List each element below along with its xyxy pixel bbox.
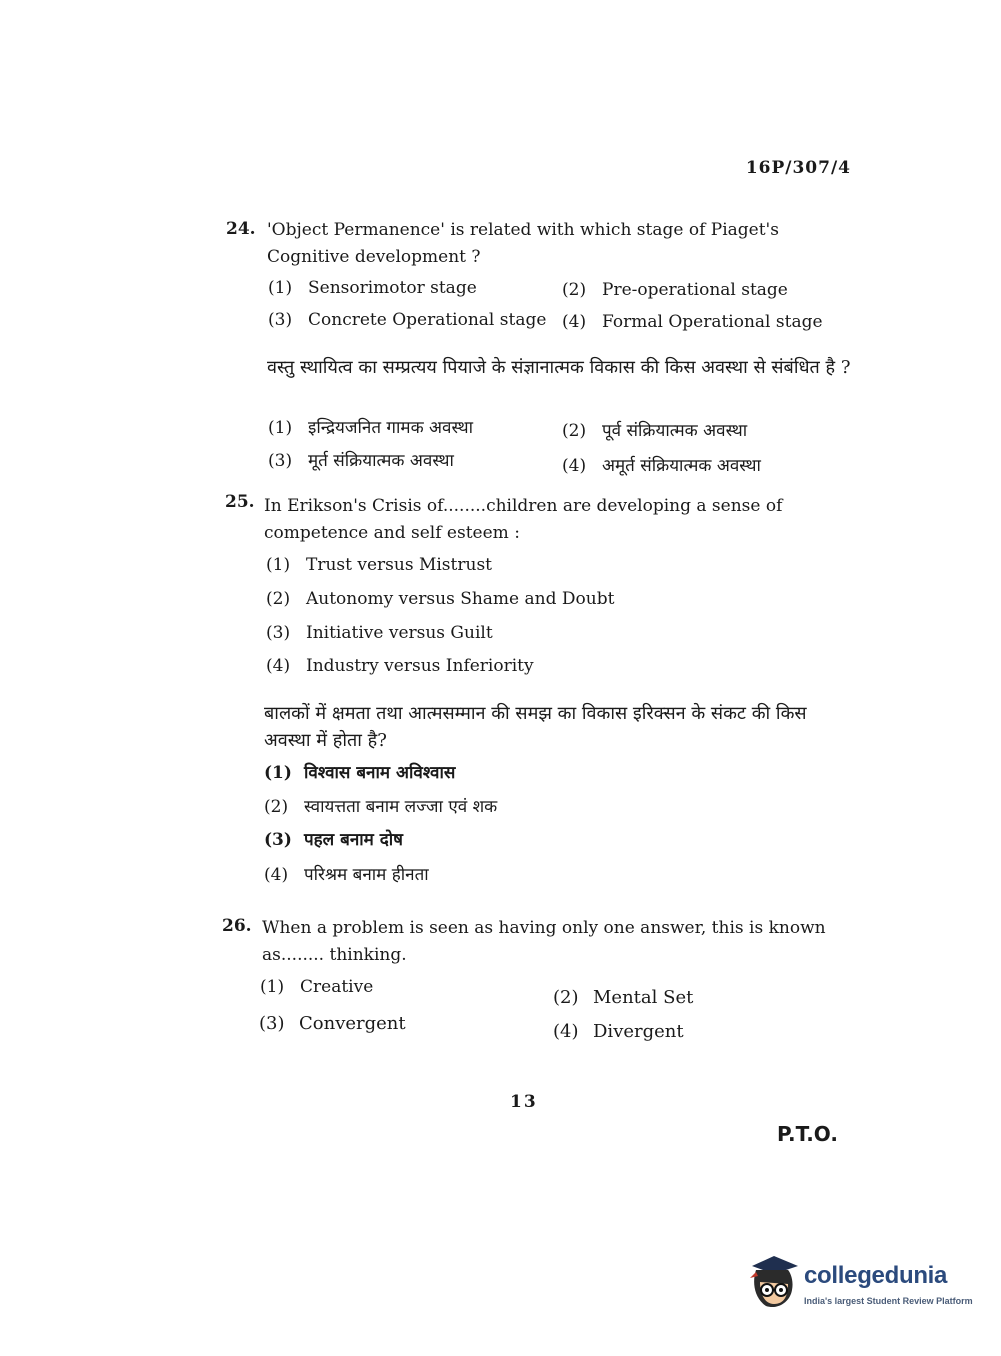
collegedunia-logo [744, 1250, 974, 1320]
option-hi: (3) मूर्त संक्रियात्मक अवस्था [268, 451, 454, 471]
logo-tagline: India's largest Student Review Platform [804, 1296, 973, 1306]
option: (4) Divergent [553, 1021, 684, 1042]
option-hi: (1) विश्वास बनाम अविश्वास [264, 763, 456, 783]
option: (1) Sensorimotor stage [268, 278, 477, 298]
paper-code: 16P/307/4 [745, 158, 851, 178]
question-number: 26. [222, 916, 252, 936]
question-text-hi: बालकों में क्षमता तथा आत्मसम्मान की समझ का विकास इरिक्सन के संकट की किस अवस्था में होता है? [264, 703, 807, 751]
mascot-icon [744, 1252, 802, 1314]
option: (2) Pre-operational stage [562, 280, 788, 300]
option-hi: (4) अमूर्त संक्रियात्मक अवस्था [562, 456, 761, 476]
question-text-en: In Erikson's Crisis of........children are developing a sense of competence and self esteem : [264, 496, 783, 543]
question-text-hi: वस्तु स्थायित्व का सम्प्रत्यय पियाजे के संज्ञानात्मक विकास की किस अवस्था से संबंधित है ? [267, 357, 851, 378]
page-number: 13 [510, 1092, 538, 1112]
option: (1) Trust versus Mistrust [266, 555, 492, 575]
option: (3) Concrete Operational stage [268, 310, 547, 330]
option-hi: (2) पूर्व संक्रियात्मक अवस्था [562, 421, 748, 441]
question-text-en: 'Object Permanence' is related with which stage of Piaget's Cognitive development ? [267, 220, 779, 267]
option: (2) Autonomy versus Shame and Doubt [266, 589, 615, 609]
option: (3) Convergent [259, 1013, 406, 1034]
logo-wordmark: collegedunia [804, 1262, 948, 1289]
option-hi: (4) परिश्रम बनाम हीनता [264, 865, 429, 885]
question-number: 24. [226, 219, 256, 239]
option: (1) Creative [260, 977, 374, 997]
question-number: 25. [225, 492, 255, 512]
option: (4) Formal Operational stage [562, 312, 823, 332]
pto-label: P.T.O. [777, 1122, 838, 1146]
option: (2) Mental Set [553, 987, 694, 1008]
option: (3) Initiative versus Guilt [266, 623, 493, 643]
option-hi: (2) स्वायत्तता बनाम लज्जा एवं शक [264, 797, 498, 817]
option-hi: (3) पहल बनाम दोष [264, 830, 404, 850]
option: (4) Industry versus Inferiority [266, 656, 534, 676]
question-text-en: When a problem is seen as having only one answer, this is known as........ thinking. [262, 918, 826, 965]
option-hi: (1) इन्द्रियजनित गामक अवस्था [268, 418, 474, 438]
